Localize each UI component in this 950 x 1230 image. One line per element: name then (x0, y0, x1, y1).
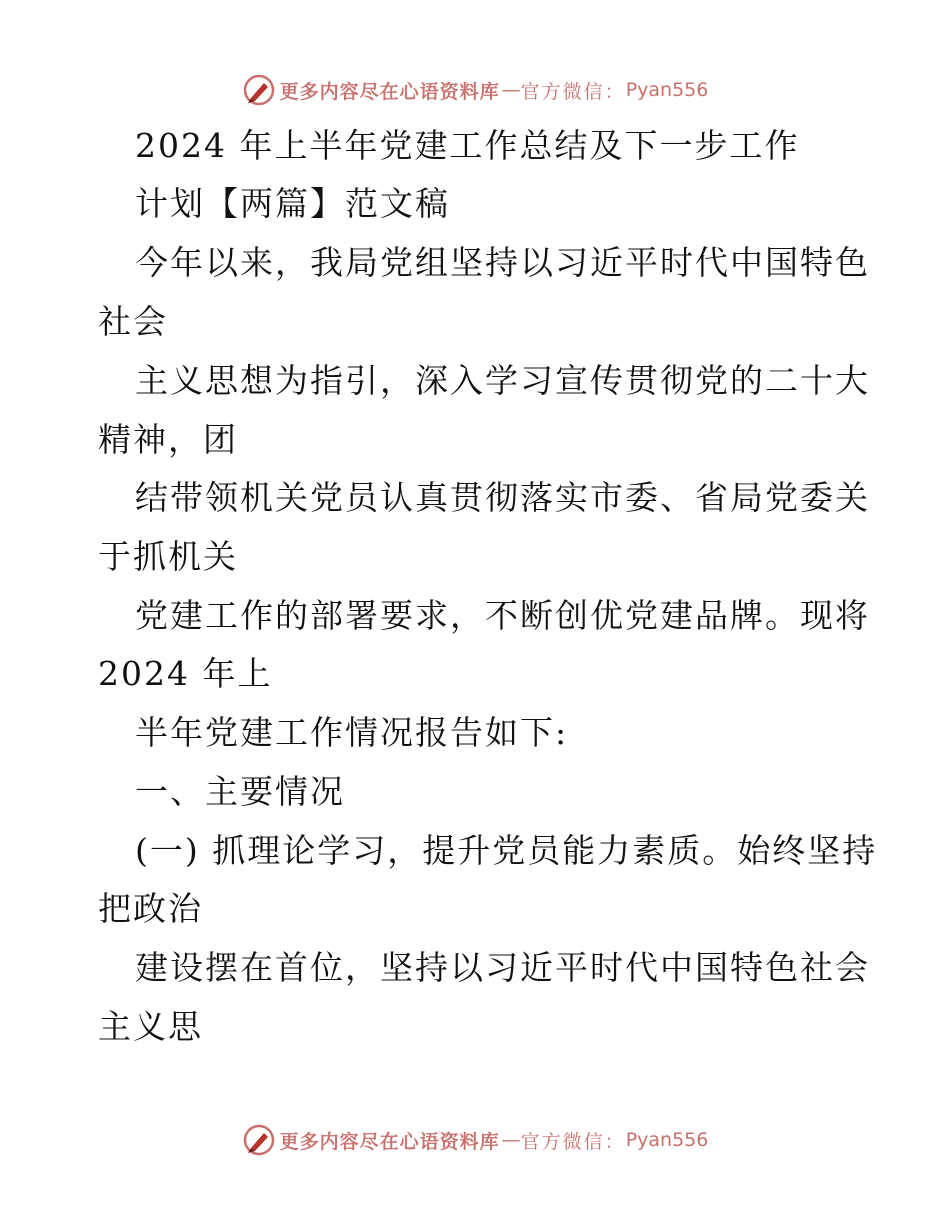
paragraph-line: 社会 (98, 302, 168, 341)
paragraph-line: 主义思 (98, 1007, 203, 1046)
pen-logo-icon (242, 73, 276, 107)
paragraph-line: 今年以来，我局党组坚持以习近平时代中国特色 (135, 243, 870, 282)
paragraph-line: 2024 年上 (98, 654, 273, 693)
watermark-label: 官方微信： (520, 80, 626, 103)
watermark-brand: 更多内容尽在心语资料库 (279, 1130, 500, 1153)
document-title-line-2: 计划【两篇】范文稿 (135, 184, 450, 223)
paragraph-line: 结带领机关党员认真贯彻落实市委、省局党委关 (135, 478, 870, 517)
footer-watermark (0, 1120, 950, 1160)
subsection-line: (一) 抓理论学习，提升党员能力素质。始终坚持 (135, 831, 878, 870)
header-watermark (0, 70, 950, 110)
watermark-label: 官方微信： (520, 1130, 626, 1153)
document-title-line-1: 2024 年上半年党建工作总结及下一步工作 (135, 126, 800, 165)
watermark-account: Pyan556 (625, 79, 709, 101)
pen-logo-icon (242, 1123, 276, 1157)
watermark-account: Pyan556 (625, 1129, 709, 1151)
paragraph-line: 党建工作的部署要求，不断创优党建品牌。现将 (135, 596, 870, 635)
paragraph-line: 主义思想为指引，深入学习宣传贯彻党的二十大 (135, 361, 870, 400)
paragraph-line: 半年党建工作情况报告如下: (135, 713, 569, 752)
paragraph-line: 于抓机关 (98, 537, 238, 576)
watermark-separator: — (501, 1129, 521, 1151)
section-heading: 一、主要情况 (135, 772, 345, 811)
paragraph-line: 精神，团 (98, 420, 238, 459)
watermark-separator: — (501, 79, 521, 101)
paragraph-line: 建设摆在首位，坚持以习近平时代中国特色社会 (135, 948, 870, 987)
paragraph-line: 把政治 (98, 889, 203, 928)
watermark-brand: 更多内容尽在心语资料库 (279, 80, 500, 103)
